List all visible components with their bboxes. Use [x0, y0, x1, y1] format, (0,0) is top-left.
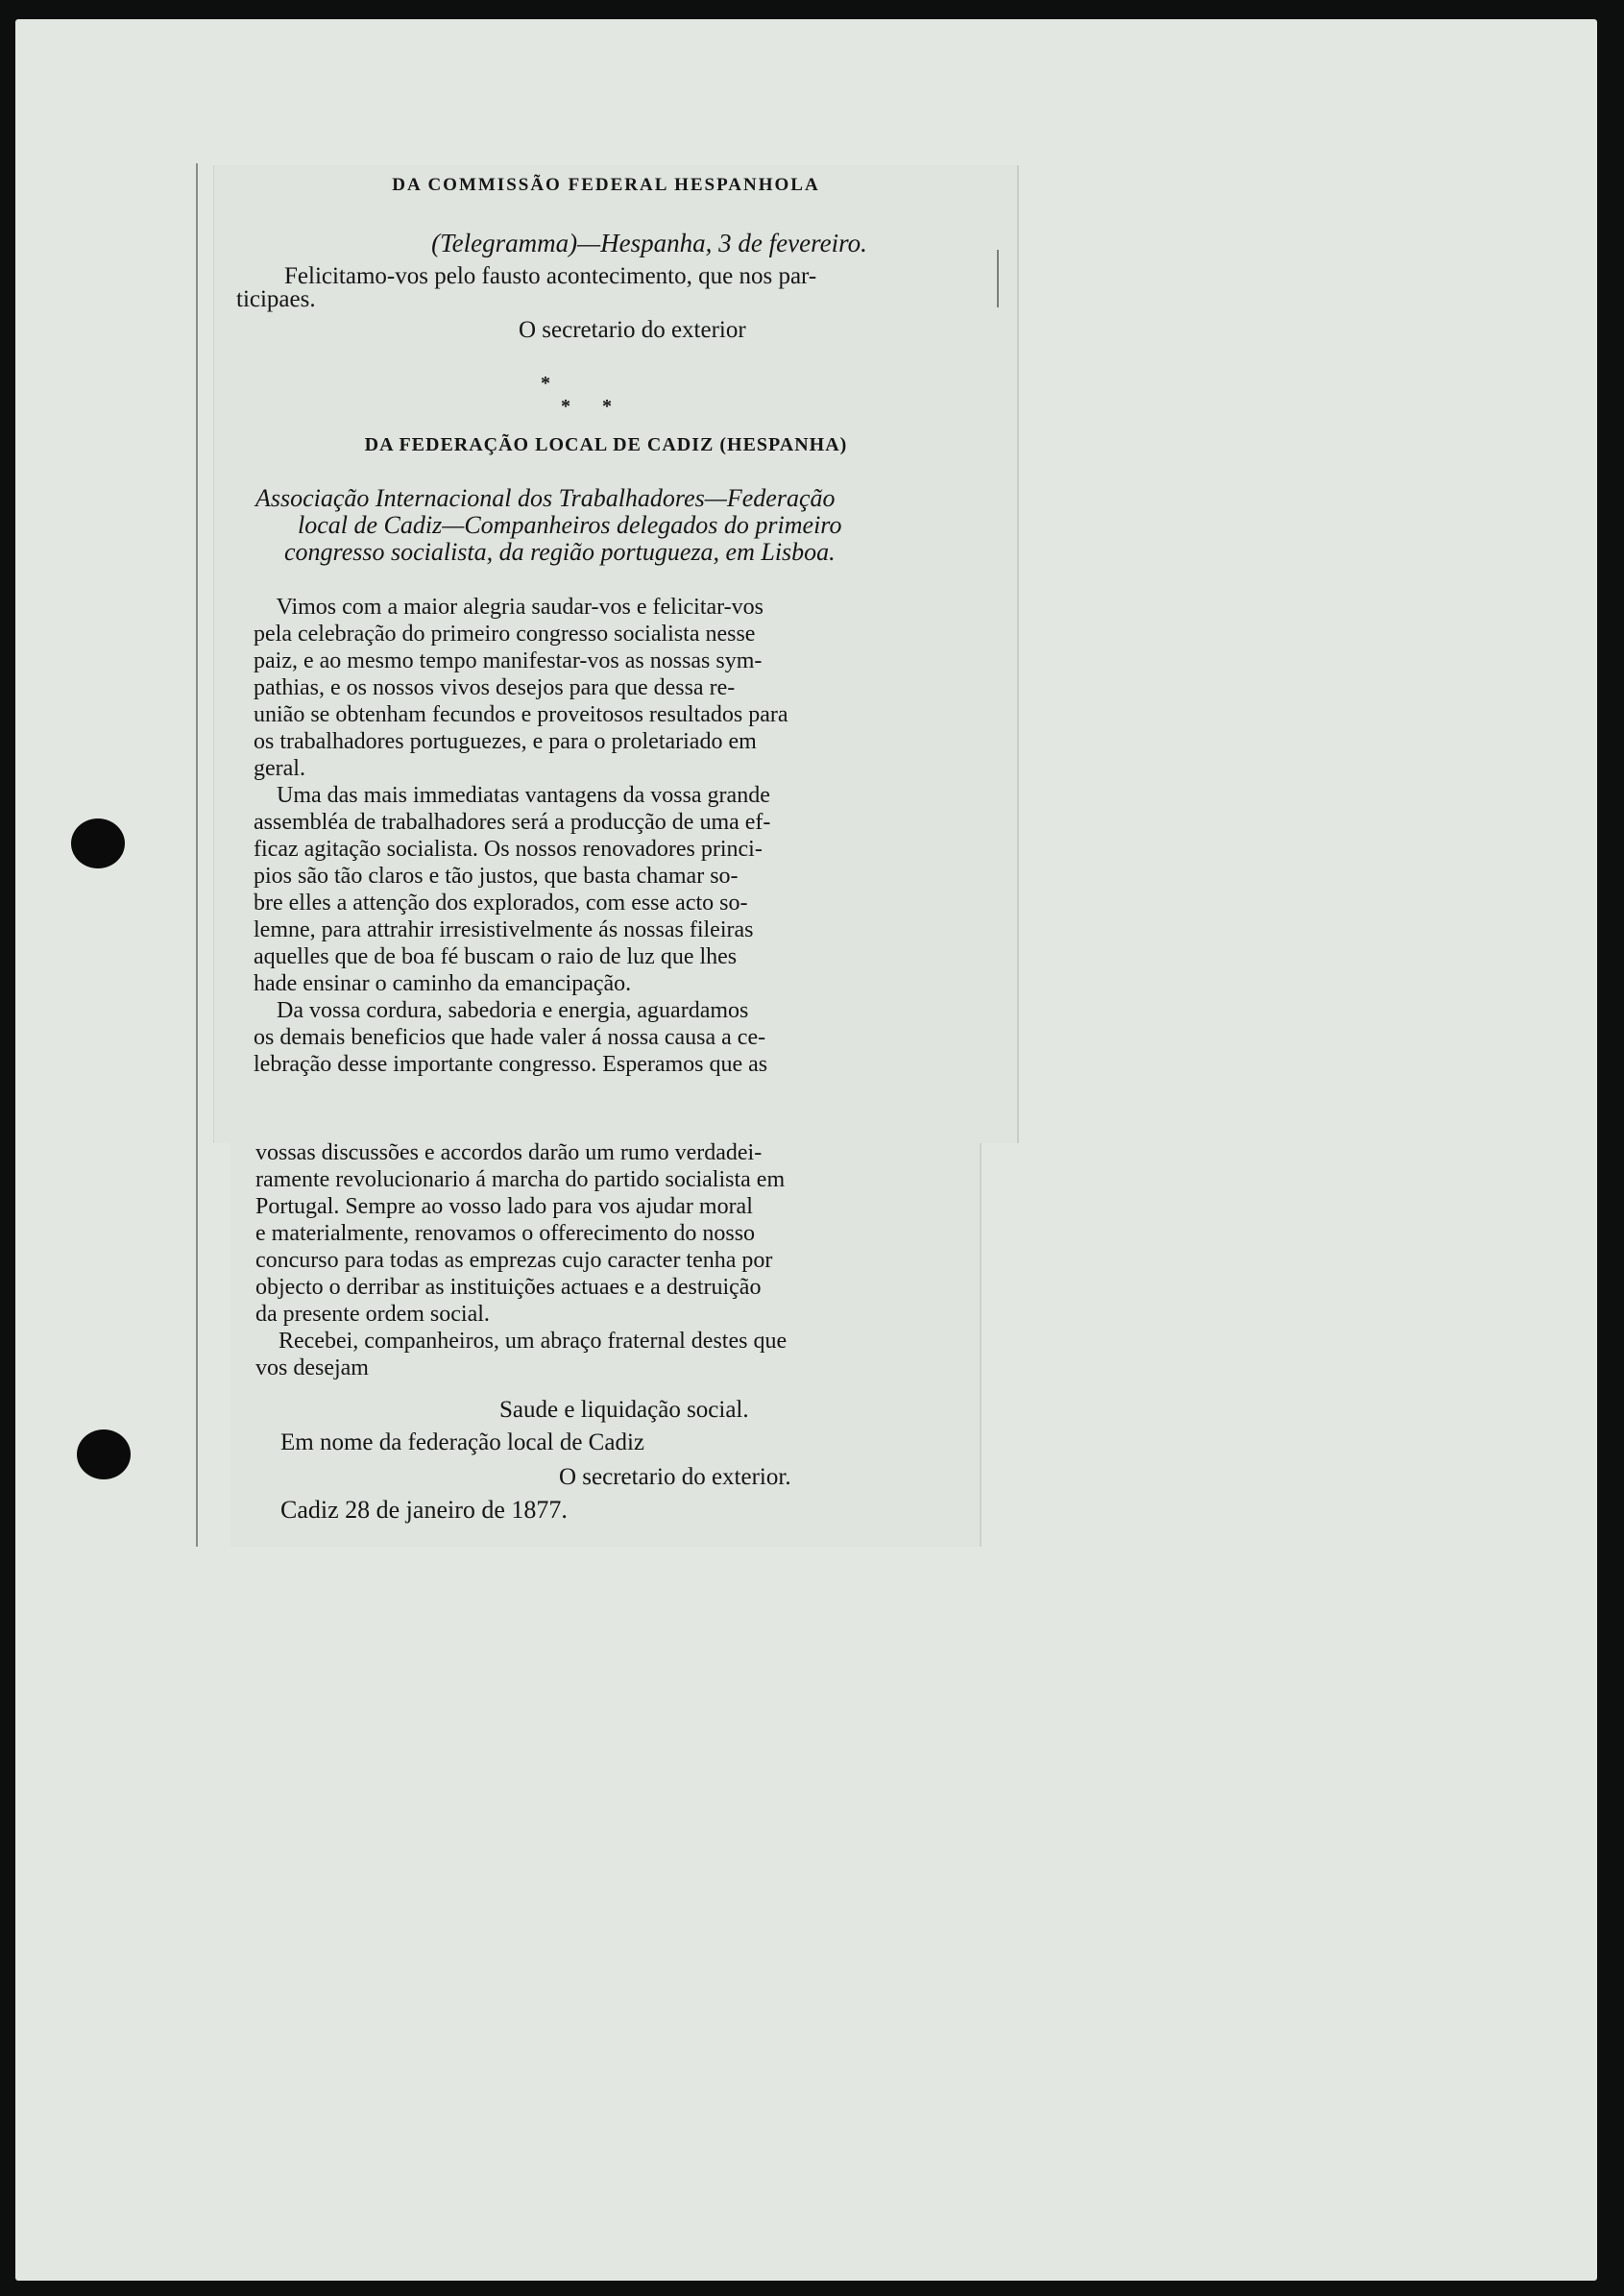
- punch-hole-bottom: [77, 1429, 131, 1479]
- body-line: lemne, para attrahir irresistivelmente ás nossas fileiras: [254, 917, 754, 942]
- salutation-line: Associação Internacional dos Trabalhadores—Federação: [255, 484, 836, 512]
- section-commissao-federal: [217, 144, 995, 365]
- body-line: pios são tão claros e tão justos, que basta chamar so-: [254, 864, 739, 889]
- body-line: união se obtenham fecundos e proveitosos resultados para: [254, 702, 788, 727]
- continued-line: Recebei, companheiros, um abraço fraternal destes que: [255, 1329, 788, 1354]
- section-federacao-cadiz: [217, 423, 995, 1537]
- body-line: os trabalhadores portuguezes, e para o proletariado em: [254, 729, 757, 754]
- closing-salutation: Saude e liquidação social.: [499, 1397, 749, 1423]
- clipping-edge-line: [196, 163, 198, 1547]
- sender-line: Em nome da federação local de Cadiz: [280, 1429, 644, 1455]
- body-line: pathias, e os nossos vivos desejos para que dessa re-: [254, 675, 736, 700]
- body-line: pela celebração do primeiro congresso socialista nesse: [254, 622, 756, 647]
- body-line: bre elles a attenção dos explorados, com esse acto so-: [254, 891, 748, 916]
- body-line: geral.: [254, 756, 305, 781]
- continued-line: concurso para todas as emprezas cujo caracter tenha por: [255, 1248, 773, 1273]
- body-line: paiz, e ao mesmo tempo manifestar-vos as nossas sym-: [254, 648, 763, 673]
- continued-line: objecto o derribar as instituições actuaes e a destruição: [255, 1275, 762, 1300]
- sender-title: O secretario do exterior.: [559, 1464, 791, 1490]
- section1-message-line-2: ticipaes.: [236, 286, 316, 312]
- section1-dateline: (Telegramma)—Hespanha, 3 de fevereiro.: [431, 229, 867, 257]
- section2-heading: DA FEDERAÇÃO LOCAL DE CADIZ (HESPANHA): [364, 434, 848, 455]
- body-line: aquelles que de boa fé buscam o raio de luz que lhes: [254, 944, 738, 969]
- salutation-line: local de Cadiz—Companheiros delegados do primeiro: [298, 511, 842, 539]
- continued-line: Portugal. Sempre ao vosso lado para vos ajudar moral: [255, 1194, 753, 1219]
- body-line: ficaz agitação socialista. Os nossos renovadores princi-: [254, 837, 763, 862]
- body-line: lebração desse importante congresso. Esperamos que as: [254, 1052, 768, 1077]
- body-line: Vimos com a maior alegria saudar-vos e felicitar-vos: [254, 595, 764, 620]
- body-line: assembléa de trabalhadores será a producção de uma ef-: [254, 810, 771, 835]
- section1-signature: O secretario do exterior: [519, 317, 746, 343]
- section1-heading: DA COMMISSÃO FEDERAL HESPANHOLA: [392, 175, 820, 195]
- continued-line: ramente revolucionario á marcha do partido socialista em: [255, 1167, 786, 1192]
- continued-line: e materialmente, renovamos o offerecimento do nosso: [255, 1221, 756, 1246]
- body-line: Uma das mais immediatas vantagens da vossa grande: [254, 783, 770, 808]
- continued-line: da presente ordem social.: [255, 1302, 490, 1327]
- separator-asterisk-top: *: [541, 373, 550, 394]
- clipping-edge-line-right: [997, 250, 999, 307]
- place-date: Cadiz 28 de janeiro de 1877.: [280, 1496, 568, 1524]
- continued-line: vos desejam: [255, 1356, 369, 1380]
- continued-line: vossas discussões e accordos darão um rumo verdadei-: [255, 1140, 763, 1165]
- body-line: os demais beneficios que hade valer á nossa causa a ce-: [254, 1025, 766, 1050]
- punch-hole-top: [71, 818, 125, 868]
- salutation-line: congresso socialista, da região portugueza, em Lisboa.: [284, 538, 836, 566]
- body-line: hade ensinar o caminho da emancipação.: [254, 971, 632, 996]
- section1-message-line-1: Felicitamo-vos pelo fausto acontecimento, que nos par-: [284, 263, 817, 289]
- body-line: Da vossa cordura, sabedoria e energia, aguardamos: [254, 998, 749, 1023]
- separator-asterisk-bottom: * *: [561, 396, 625, 417]
